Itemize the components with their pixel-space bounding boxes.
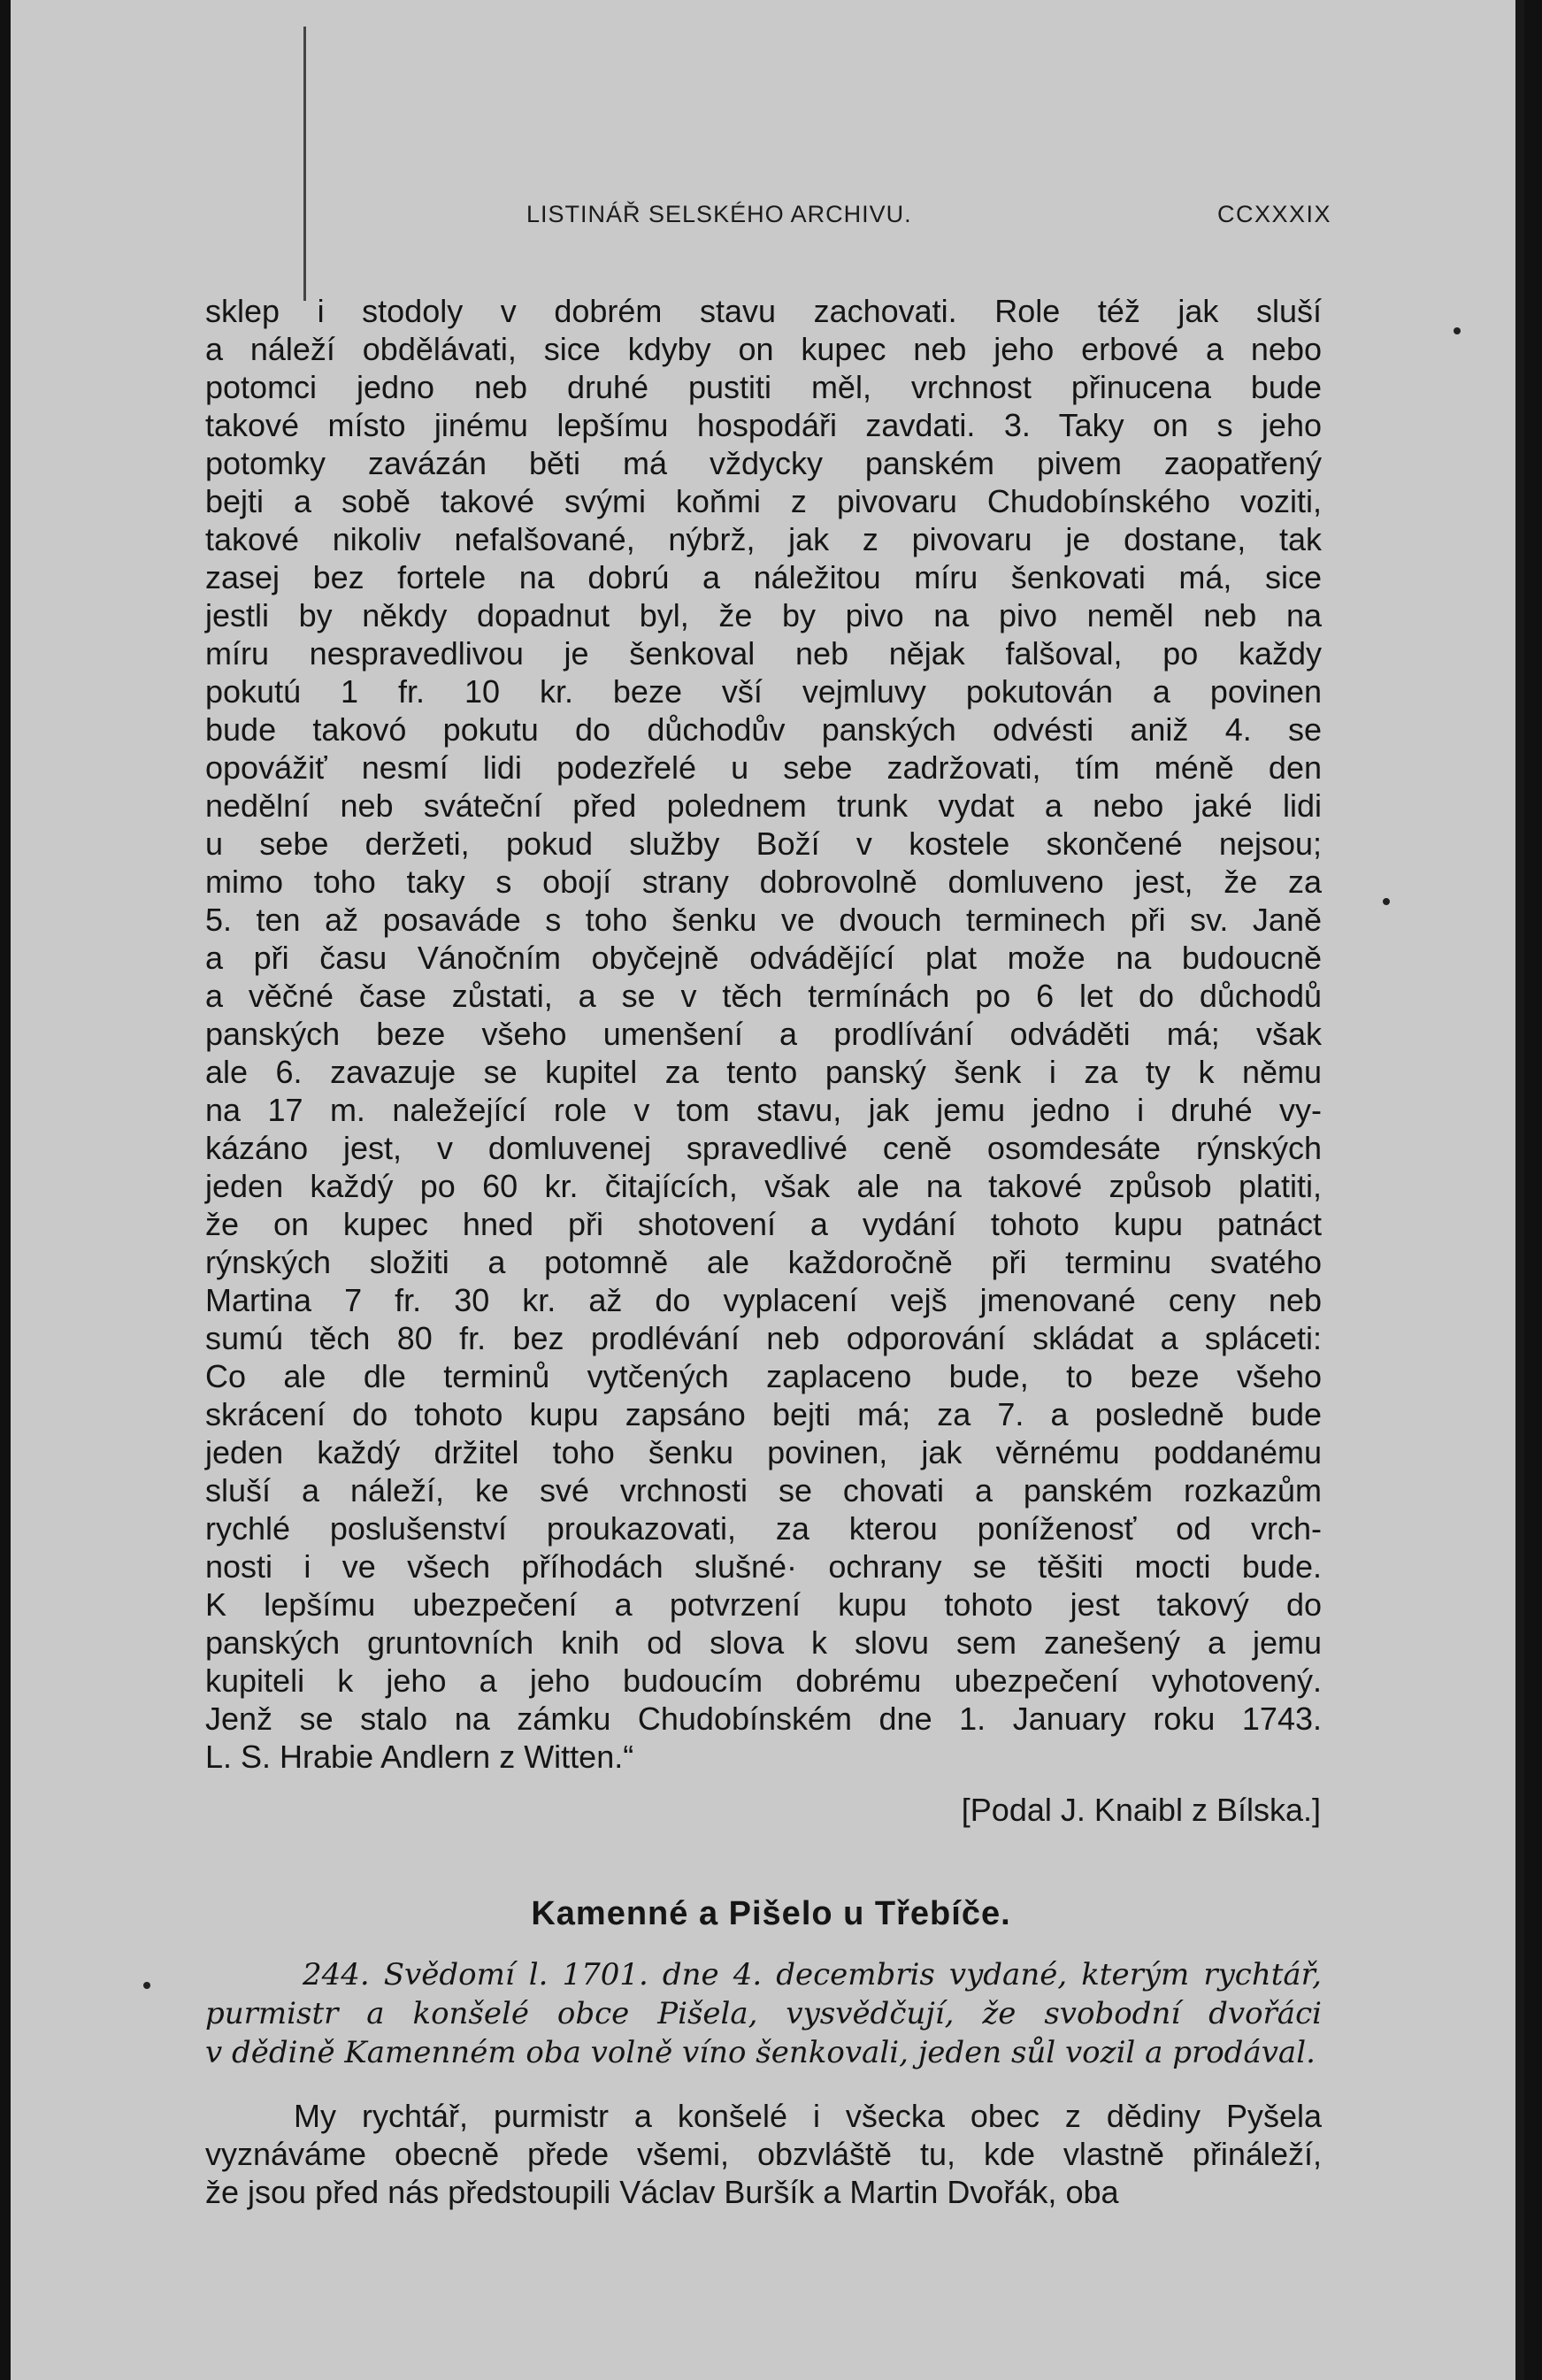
text-line: sumú těch 80 fr. bez prodlévání neb odporování skládat a spláceti: <box>205 1320 1322 1356</box>
text-line: 5. ten až posaváde s toho šenku ve dvouch terminech při sv. Janě <box>205 902 1322 938</box>
text-line: potomky zavázán běti má vždycky panském pivem zaopatřený <box>205 445 1322 481</box>
text-line: Jenž se stalo na zámku Chudobínském dne 1. January roku 1743. <box>205 1701 1322 1737</box>
text-line: na 17 m. naležející role v tom stavu, jak jemu jedno i druhé vy- <box>205 1092 1322 1128</box>
text-line: L. S. Hrabie Andlern z Witten.“ <box>205 1739 634 1775</box>
signature-note: [Podal J. Knaibl z Bílska.] <box>961 1792 1321 1828</box>
margin-speck <box>1383 898 1390 905</box>
text-line: a věčné čase zůstati, a se v těch termínách po 6 let do důchodů <box>205 978 1322 1014</box>
text-line: u sebe deržeti, pokud služby Boží v kostele skončené nejsou; <box>205 825 1322 862</box>
text-line: míru nespravedlivou je šenkoval neb nějak falšoval, po každy <box>205 635 1322 672</box>
text-line: panských beze všeho umenšení a prodlívání odváděti má; však <box>205 1016 1322 1052</box>
document-text <box>205 2097 1322 2211</box>
regest-line: 244. Svědomí l. 1701. dne 4. decembris vydané, kterým rychtář, <box>303 1957 1322 1992</box>
text-line: kázáno jest, v domluvenej spravedlivé ceně osomdesáte rýnských <box>205 1130 1322 1166</box>
text-line: a při času Vánočním obyčejně odvádějící plat može na budoucně <box>205 940 1322 976</box>
text-line: opovážiť nesmí lidi podezřelé u sebe zadržovati, tím méně den <box>205 749 1322 786</box>
margin-speck <box>1454 327 1461 334</box>
text-line: kupiteli k jeho a jeho budoucím dobrému ubezpečení vyhotovený. <box>205 1662 1322 1699</box>
text-line: rýnských složiti a potomně ale každoročně při terminu svatého <box>205 1244 1322 1280</box>
binding-margin-line <box>303 27 306 301</box>
text-line: jeden každý držitel toho šenku povinen, jak věrnému poddanému <box>205 1434 1322 1470</box>
text-line: zasej bez fortele na dobrú a náležitou míru šenkovati má, sice <box>205 559 1322 595</box>
text-line: sklep i stodoly v dobrém stavu zachovati. Role též jak sluší <box>205 293 1322 329</box>
text-line: ale 6. zavazuje se kupitel za tento panský šenk i za ty k němu <box>205 1054 1322 1090</box>
body-text <box>205 292 1322 1776</box>
text-line: takové nikoliv nefalšované, nýbrž, jak z pivovaru je dostane, tak <box>205 521 1322 557</box>
text-line: nedělní neb sváteční před polednem trunk vydat a nebo jaké lidi <box>205 787 1322 824</box>
document-line: vyznáváme obecně přede všemi, obzvláště tu, kde vlastně přináleží, <box>205 2136 1322 2172</box>
section-title: Kamenné a Pišelo u Třebíče. <box>531 1895 1011 1932</box>
text-line: rychlé poslušenství proukazovati, za kterou poníženosť od vrch- <box>205 1510 1322 1547</box>
text-line: skrácení do tohoto kupu zapsáno bejti má; za 7. a posledně bude <box>205 1396 1322 1432</box>
text-line: mimo toho taky s obojí strany dobrovolně domluveno jest, že za <box>205 864 1322 900</box>
text-line: a náleží obdělávati, sice kdyby on kupec neb jeho erbové a nebo <box>205 331 1322 367</box>
text-line: že on kupec hned při shotovení a vydání tohoto kupu patnáct <box>205 1206 1322 1242</box>
text-line: bejti a sobě takové svými koňmi z pivovaru Chudobínského voziti, <box>205 483 1322 519</box>
text-line: potomci jedno neb druhé pustiti měl, vrchnost přinucena bude <box>205 369 1322 405</box>
text-line: Co ale dle terminů vytčených zaplaceno bude, to beze všeho <box>205 1358 1322 1394</box>
text-line: jeden každý po 60 kr. čitajících, však ale na takové způsob platiti, <box>205 1168 1322 1204</box>
page-number: CCXXXIX <box>1216 201 1331 227</box>
text-line: Martina 7 fr. 30 kr. až do vyplacení vejš jmenované ceny neb <box>205 1282 1322 1318</box>
text-line: K lepšímu ubezpečení a potvrzení kupu tohoto jest takový do <box>205 1586 1322 1623</box>
running-head: LISTINÁŘ SELSKÉHO ARCHIVU. <box>526 201 912 227</box>
document-line: že jsou před nás předstoupili Václav Buršík a Martin Dvořák, oba <box>205 2174 1119 2210</box>
document-line: My rychtář, purmistr a konšelé i všecka obec z dědiny Pyšela <box>294 2098 1322 2134</box>
regest-line: v dědině Kamenném oba volně víno šenkovali, jeden sůl vozil a prodával. <box>205 2035 1316 2070</box>
text-line: pokutú 1 fr. 10 kr. beze vší vejmluvy pokutován a povinen <box>205 673 1322 710</box>
text-line: bude takovó pokutu do důchodův panských odvésti aniž 4. se <box>205 711 1322 748</box>
text-line: nosti i ve všech příhodách slušné· ochrany se těšiti mocti bude. <box>205 1548 1322 1585</box>
text-line: panských gruntovních knih od slova k slovu sem zanešený a jemu <box>205 1624 1322 1661</box>
regest-summary <box>205 1955 1322 2072</box>
text-line: takové místo jinému lepšímu hospodáři zavdati. 3. Taky on s jeho <box>205 407 1322 443</box>
regest-line: purmistr a konšelé obce Pišela, vysvědčují, že svobodní dvořáci <box>205 1996 1322 2031</box>
margin-speck <box>143 1982 150 1989</box>
text-line: jestli by někdy dopadnut byl, že by pivo na pivo neměl neb na <box>205 597 1322 633</box>
text-line: sluší a náleží, ke své vrchnosti se chovati a panském rozkazům <box>205 1472 1322 1509</box>
